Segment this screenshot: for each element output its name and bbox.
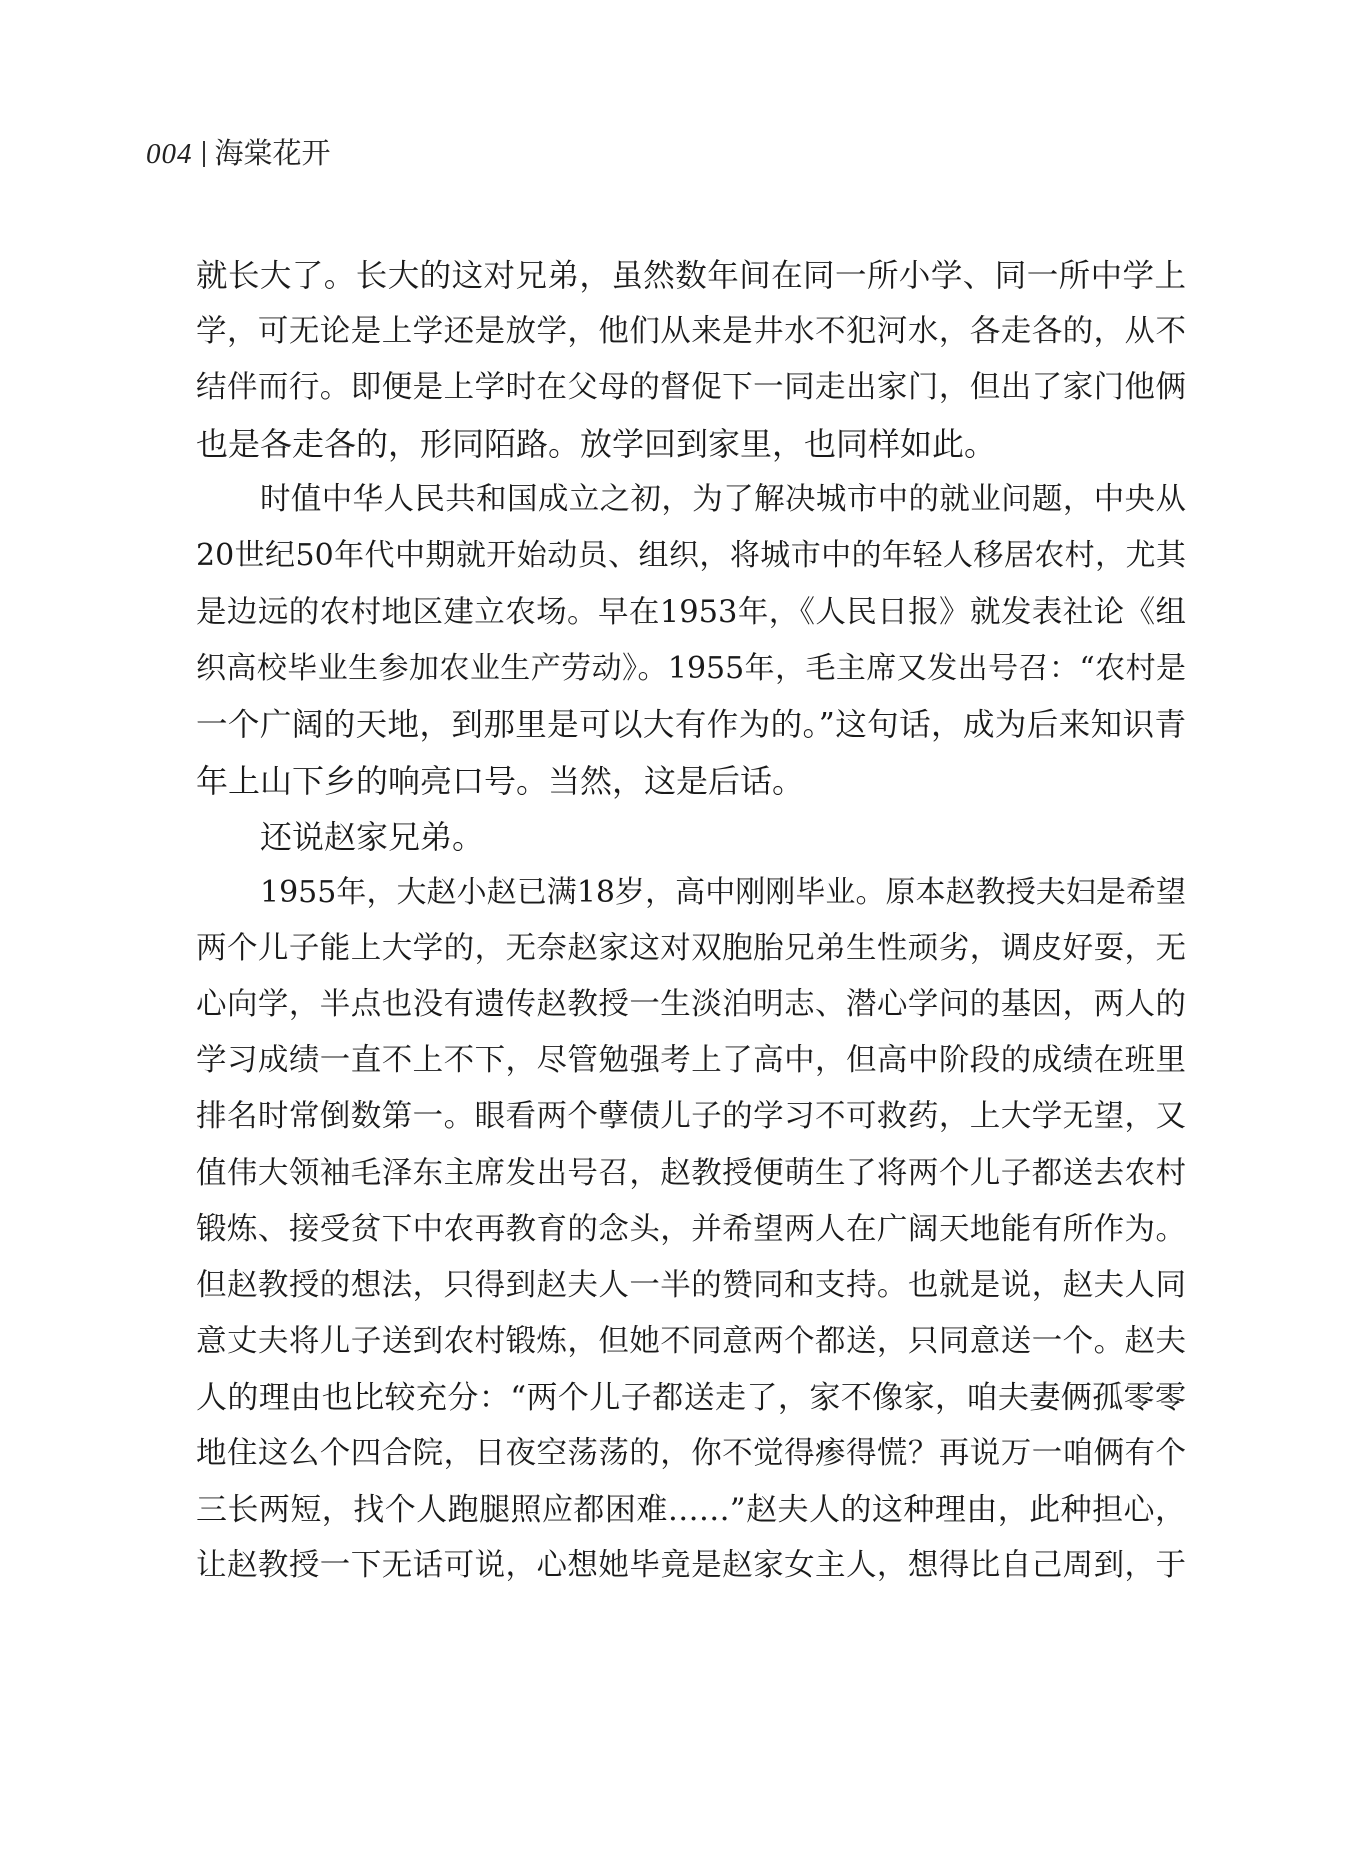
text-line: 值伟大领袖毛泽东主席发出号召，赵教授便萌生了将两个儿子都送去农村	[196, 1155, 1186, 1191]
text-line: 还说赵家兄弟。	[260, 817, 485, 856]
text-line: 1955年，大赵小赵已满18岁，高中刚刚毕业。原本赵教授夫妇是希望	[260, 875, 1186, 911]
text-line: 两个儿子能上大学的，无奈赵家这对双胞胎兄弟生性顽劣，调皮好耍，无	[196, 931, 1186, 967]
page-number: 004	[146, 138, 193, 170]
body-text	[196, 248, 1186, 1594]
text-line: 人的理由也比较充分：“两个儿子都送走了，家不像家，咱夫妻俩孤零零	[196, 1379, 1186, 1416]
text-line: 三长两短，找个人跑腿照应都困难……”赵夫人的这种理由，此种担心，	[196, 1492, 1186, 1529]
book-title: 海棠花开	[214, 136, 331, 170]
text-line: 就长大了。长大的这对兄弟，虽然数年间在同一所小学、同一所中学上	[196, 258, 1186, 294]
text-line: 也是各走各的，形同陌路。放学回到家里，也同样如此。	[196, 425, 997, 464]
text-line: 20世纪50年代中期就开始动员、组织，将城市中的年轻人移居农村，尤其	[196, 538, 1186, 574]
text-line: 结伴而行。即便是上学时在父母的督促下一同走出家门，但出了家门他俩	[196, 370, 1186, 406]
text-line: 年上山下乡的响亮口号。当然，这是后话。	[196, 761, 805, 800]
text-line: 地住这么个四合院，日夜空荡荡的，你不觉得瘆得慌？再说万一咱俩有个	[196, 1435, 1186, 1471]
header-divider	[203, 141, 205, 167]
text-line: 是边远的农村地区建立农场。早在1953年，《人民日报》就发表社论《组	[196, 594, 1186, 630]
text-line: 织高校毕业生参加农业生产劳动》。1955年，毛主席又发出号召：“农村是	[196, 650, 1186, 686]
text-line: 学，可无论是上学还是放学，他们从来是井水不犯河水，各走各的，从不	[196, 314, 1186, 350]
text-line: 一个广阔的天地，到那里是可以大有作为的。”这句话，成为后来知识青	[196, 706, 1186, 743]
running-head	[146, 136, 331, 171]
text-line: 时值中华人民共和国成立之初，为了解决城市中的就业问题，中央从	[260, 482, 1186, 518]
text-line: 锻炼、接受贫下中农再教育的念头，并希望两人在广阔天地能有所作为。	[196, 1211, 1186, 1247]
text-line: 让赵教授一下无话可说，心想她毕竟是赵家女主人，想得比自己周到，于	[196, 1548, 1186, 1584]
text-line: 但赵教授的想法，只得到赵夫人一半的赞同和支持。也就是说，赵夫人同	[196, 1267, 1186, 1303]
text-line: 学习成绩一直不上不下，尽管勉强考上了高中，但高中阶段的成绩在班里	[196, 1043, 1186, 1079]
text-line: 排名时常倒数第一。眼看两个孽债儿子的学习不可救药，上大学无望，又	[196, 1099, 1186, 1135]
text-line: 心向学，半点也没有遗传赵教授一生淡泊明志、潜心学问的基因，两人的	[196, 987, 1186, 1023]
text-line: 意丈夫将儿子送到农村锻炼，但她不同意两个都送，只同意送一个。赵夫	[196, 1323, 1186, 1359]
